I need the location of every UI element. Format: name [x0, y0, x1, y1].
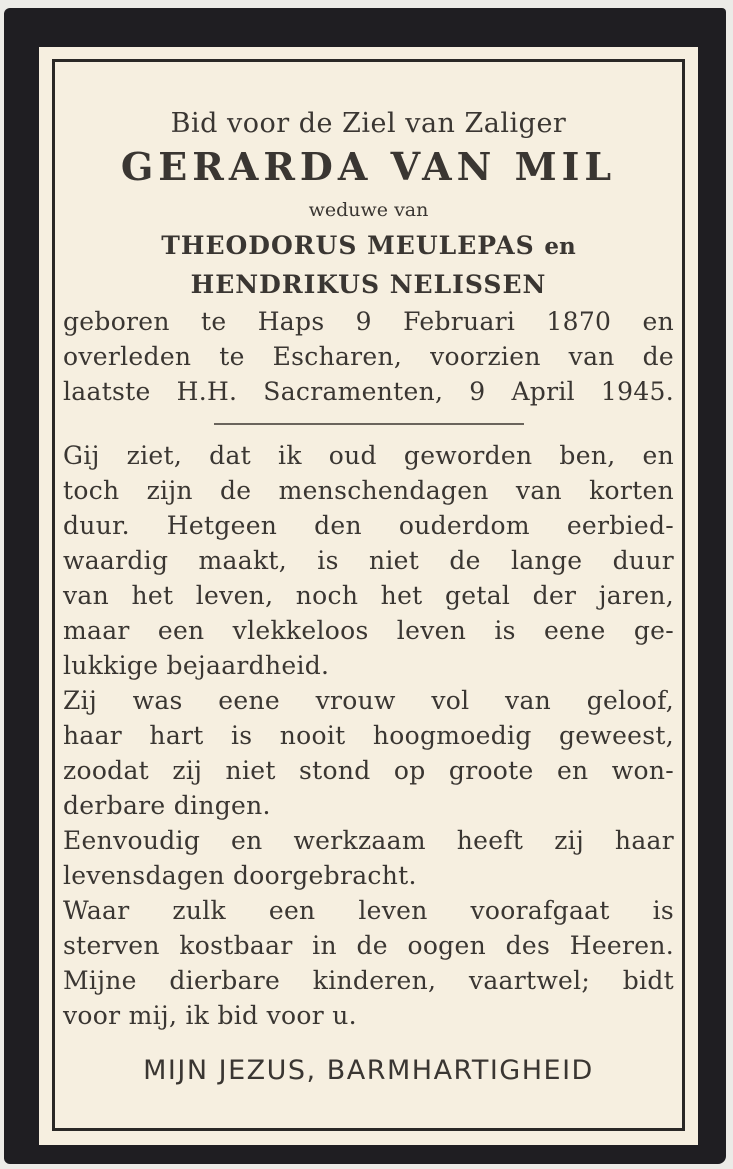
card-content	[63, 105, 674, 1118]
conjunction: en	[544, 233, 576, 260]
husband-1-name: THEODORUS MEULEPAS	[161, 231, 535, 260]
body-line-9: haar hart is nooit hoogmoedig geweest,	[63, 721, 674, 750]
body-line-2: toch zijn de menschendagen van korten	[63, 476, 674, 505]
body-line-1: Gij ziet, dat ik oud geworden ben, en	[63, 441, 674, 470]
body-line-16: Mijne dierbare kinderen, vaartwel; bidt	[63, 966, 674, 995]
body-line-7: lukkige bejaardheid.	[63, 651, 330, 680]
body-line-11: derbare dingen.	[63, 791, 271, 820]
body-line-14: Waar zulk een leven voorafgaat is	[63, 896, 674, 925]
details-line-1: geboren te Haps 9 Februari 1870 en	[63, 307, 674, 336]
deceased-name: GERARDA VAN MIL	[120, 144, 617, 189]
card-paper	[39, 47, 698, 1145]
body-line-8: Zij was eene vrouw vol van geloof,	[63, 686, 674, 715]
husband-2-name: HENDRIKUS NELISSEN	[190, 270, 547, 299]
husband-1-line	[63, 227, 674, 266]
body-line-15: sterven kostbaar in de oogen des Heeren.	[63, 931, 674, 960]
body-line-4: waardig maakt, is niet de lange duur	[63, 546, 674, 575]
memorial-card	[4, 8, 726, 1164]
body-line-5: van het leven, noch het getal der jaren,	[63, 581, 674, 610]
divider	[214, 423, 524, 425]
intro-line: Bid voor de Ziel van Zaliger	[170, 108, 567, 139]
body-line-3: duur. Hetgeen den ouderdom eerbied-	[63, 511, 674, 540]
body-line-10: zoodat zij niet stond op groote en won-	[63, 756, 674, 785]
details-line-3: laatste H.H. Sacramenten, 9 April 1945.	[63, 377, 674, 406]
body-line-13: levensdagen doorgebracht.	[63, 861, 417, 890]
body-line-6: maar een vlekkeloos leven is eene ge-	[63, 616, 674, 645]
details-line-2: overleden te Escharen, voorzien van de	[63, 342, 674, 371]
widow-of-line: weduwe van	[308, 199, 429, 221]
body-line-12: Eenvoudig en werkzaam heeft zij haar	[63, 826, 674, 855]
body-line-17: voor mij, ik bid voor u.	[63, 1001, 357, 1030]
closing-motto: MIJN JEZUS, BARMHARTIGHEID	[143, 1055, 594, 1086]
